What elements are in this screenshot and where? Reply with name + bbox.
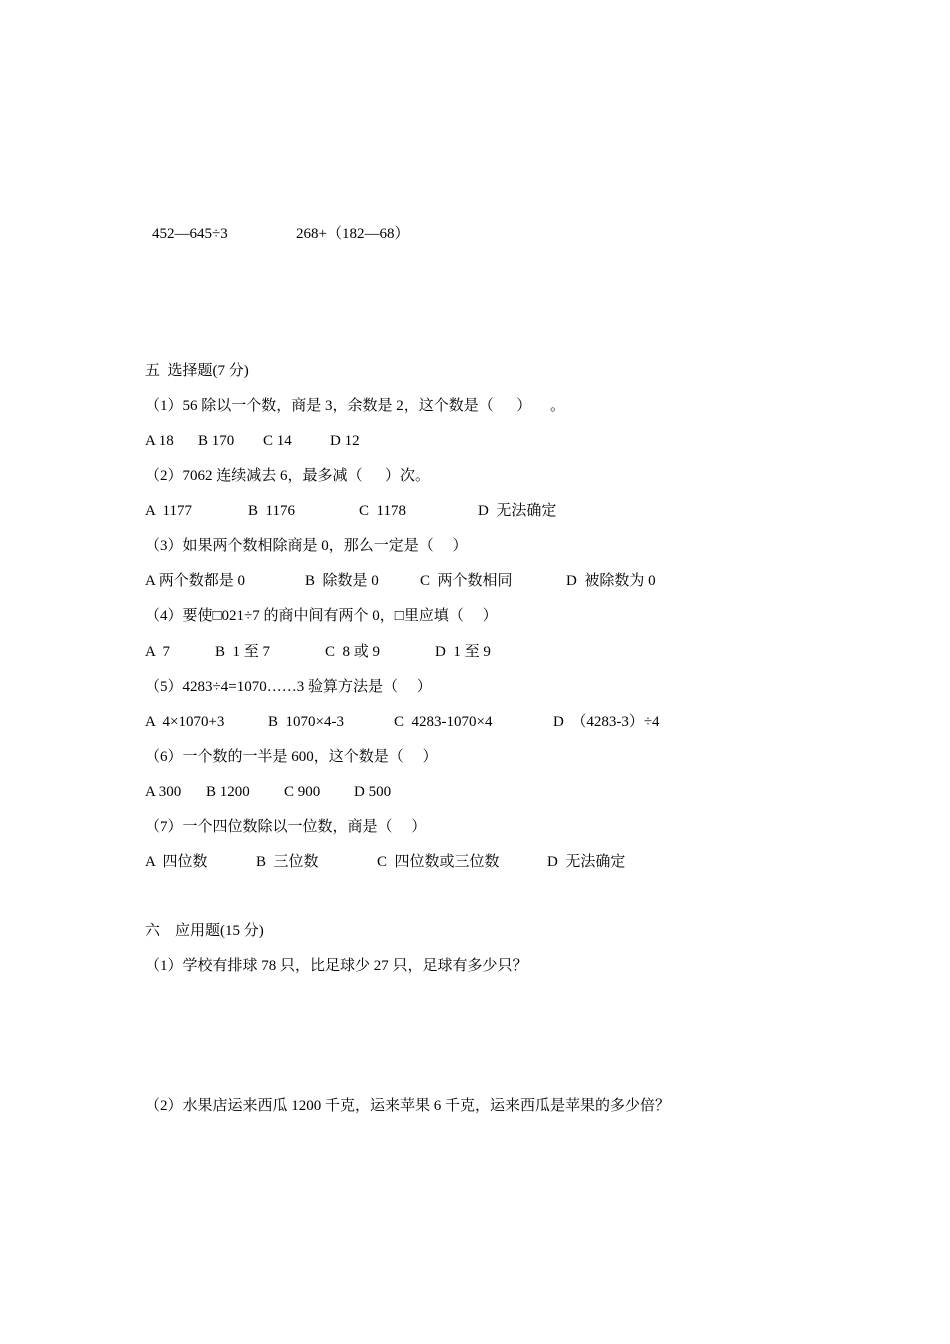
question-6: （6）一个数的一半是 600，这个数是（ ） (145, 749, 438, 765)
q7-option-b: B 三位数 (256, 854, 319, 870)
q4-option-d: D 1 至 9 (435, 644, 491, 660)
question-3: （3）如果两个数相除商是 0，那么一定是（ ） (145, 538, 468, 554)
q6-option-c: C 900 (284, 784, 321, 800)
question-2: （2）7062 连续减去 6，最多减（ ）次。 (145, 468, 431, 484)
question-7: （7）一个四位数除以一位数，商是（ ） (145, 819, 427, 835)
expression-1: 452—645÷3 (152, 226, 228, 242)
question-5: （5）4283÷4=1070……3 验算方法是（ ） (145, 679, 432, 695)
q3-option-b: B 除数是 0 (305, 573, 379, 589)
q5-option-b: B 1070×4-3 (268, 714, 344, 730)
q6-option-d: D 500 (354, 784, 392, 800)
q2-option-c: C 1178 (359, 503, 406, 519)
q3-option-d: D 被除数为 0 (566, 573, 656, 589)
q5-option-a: A 4×1070+3 (145, 714, 225, 730)
section-5-title: 五 选择题(7 分) (145, 363, 249, 379)
q6-option-a: A 300 (145, 784, 182, 800)
q1-option-d: D 12 (330, 433, 360, 449)
q2-option-a: A 1177 (145, 503, 192, 519)
q6-option-b: B 1200 (206, 784, 250, 800)
q3-option-c: C 两个数相同 (420, 573, 513, 589)
q7-option-c: C 四位数或三位数 (377, 854, 500, 870)
q4-option-b: B 1 至 7 (215, 644, 271, 660)
q1-option-a: A 18 (145, 433, 174, 449)
q4-option-a: A 7 (145, 644, 171, 660)
application-question-1: （1）学校有排球 78 只，比足球少 27 只，足球有多少只？ (145, 958, 528, 974)
question-4: （4）要使□021÷7 的商中间有两个 0，□里应填（ ） (145, 608, 498, 624)
application-question-2: （2）水果店运来西瓜 1200 千克，运来苹果 6 千克，运来西瓜是苹果的多少倍？ (145, 1098, 671, 1114)
q2-option-d: D 无法确定 (478, 503, 557, 519)
q2-option-b: B 1176 (248, 503, 295, 519)
q4-option-c: C 8 或 9 (325, 644, 381, 660)
q5-option-c: C 4283-1070×4 (394, 714, 493, 730)
q1-option-c: C 14 (263, 433, 292, 449)
q5-option-d: D （4283-3）÷4 (553, 714, 660, 730)
q7-option-a: A 四位数 (145, 854, 208, 870)
expression-2: 268+（182—68） (296, 226, 410, 242)
q3-option-a: A 两个数都是 0 (145, 573, 246, 589)
q7-option-d: D 无法确定 (547, 854, 626, 870)
question-1: （1）56 除以一个数，商是 3，余数是 2，这个数是（ ） 。 (145, 398, 566, 414)
q1-option-b: B 170 (198, 433, 235, 449)
section-6-title: 六 应用题(15 分) (145, 923, 264, 939)
